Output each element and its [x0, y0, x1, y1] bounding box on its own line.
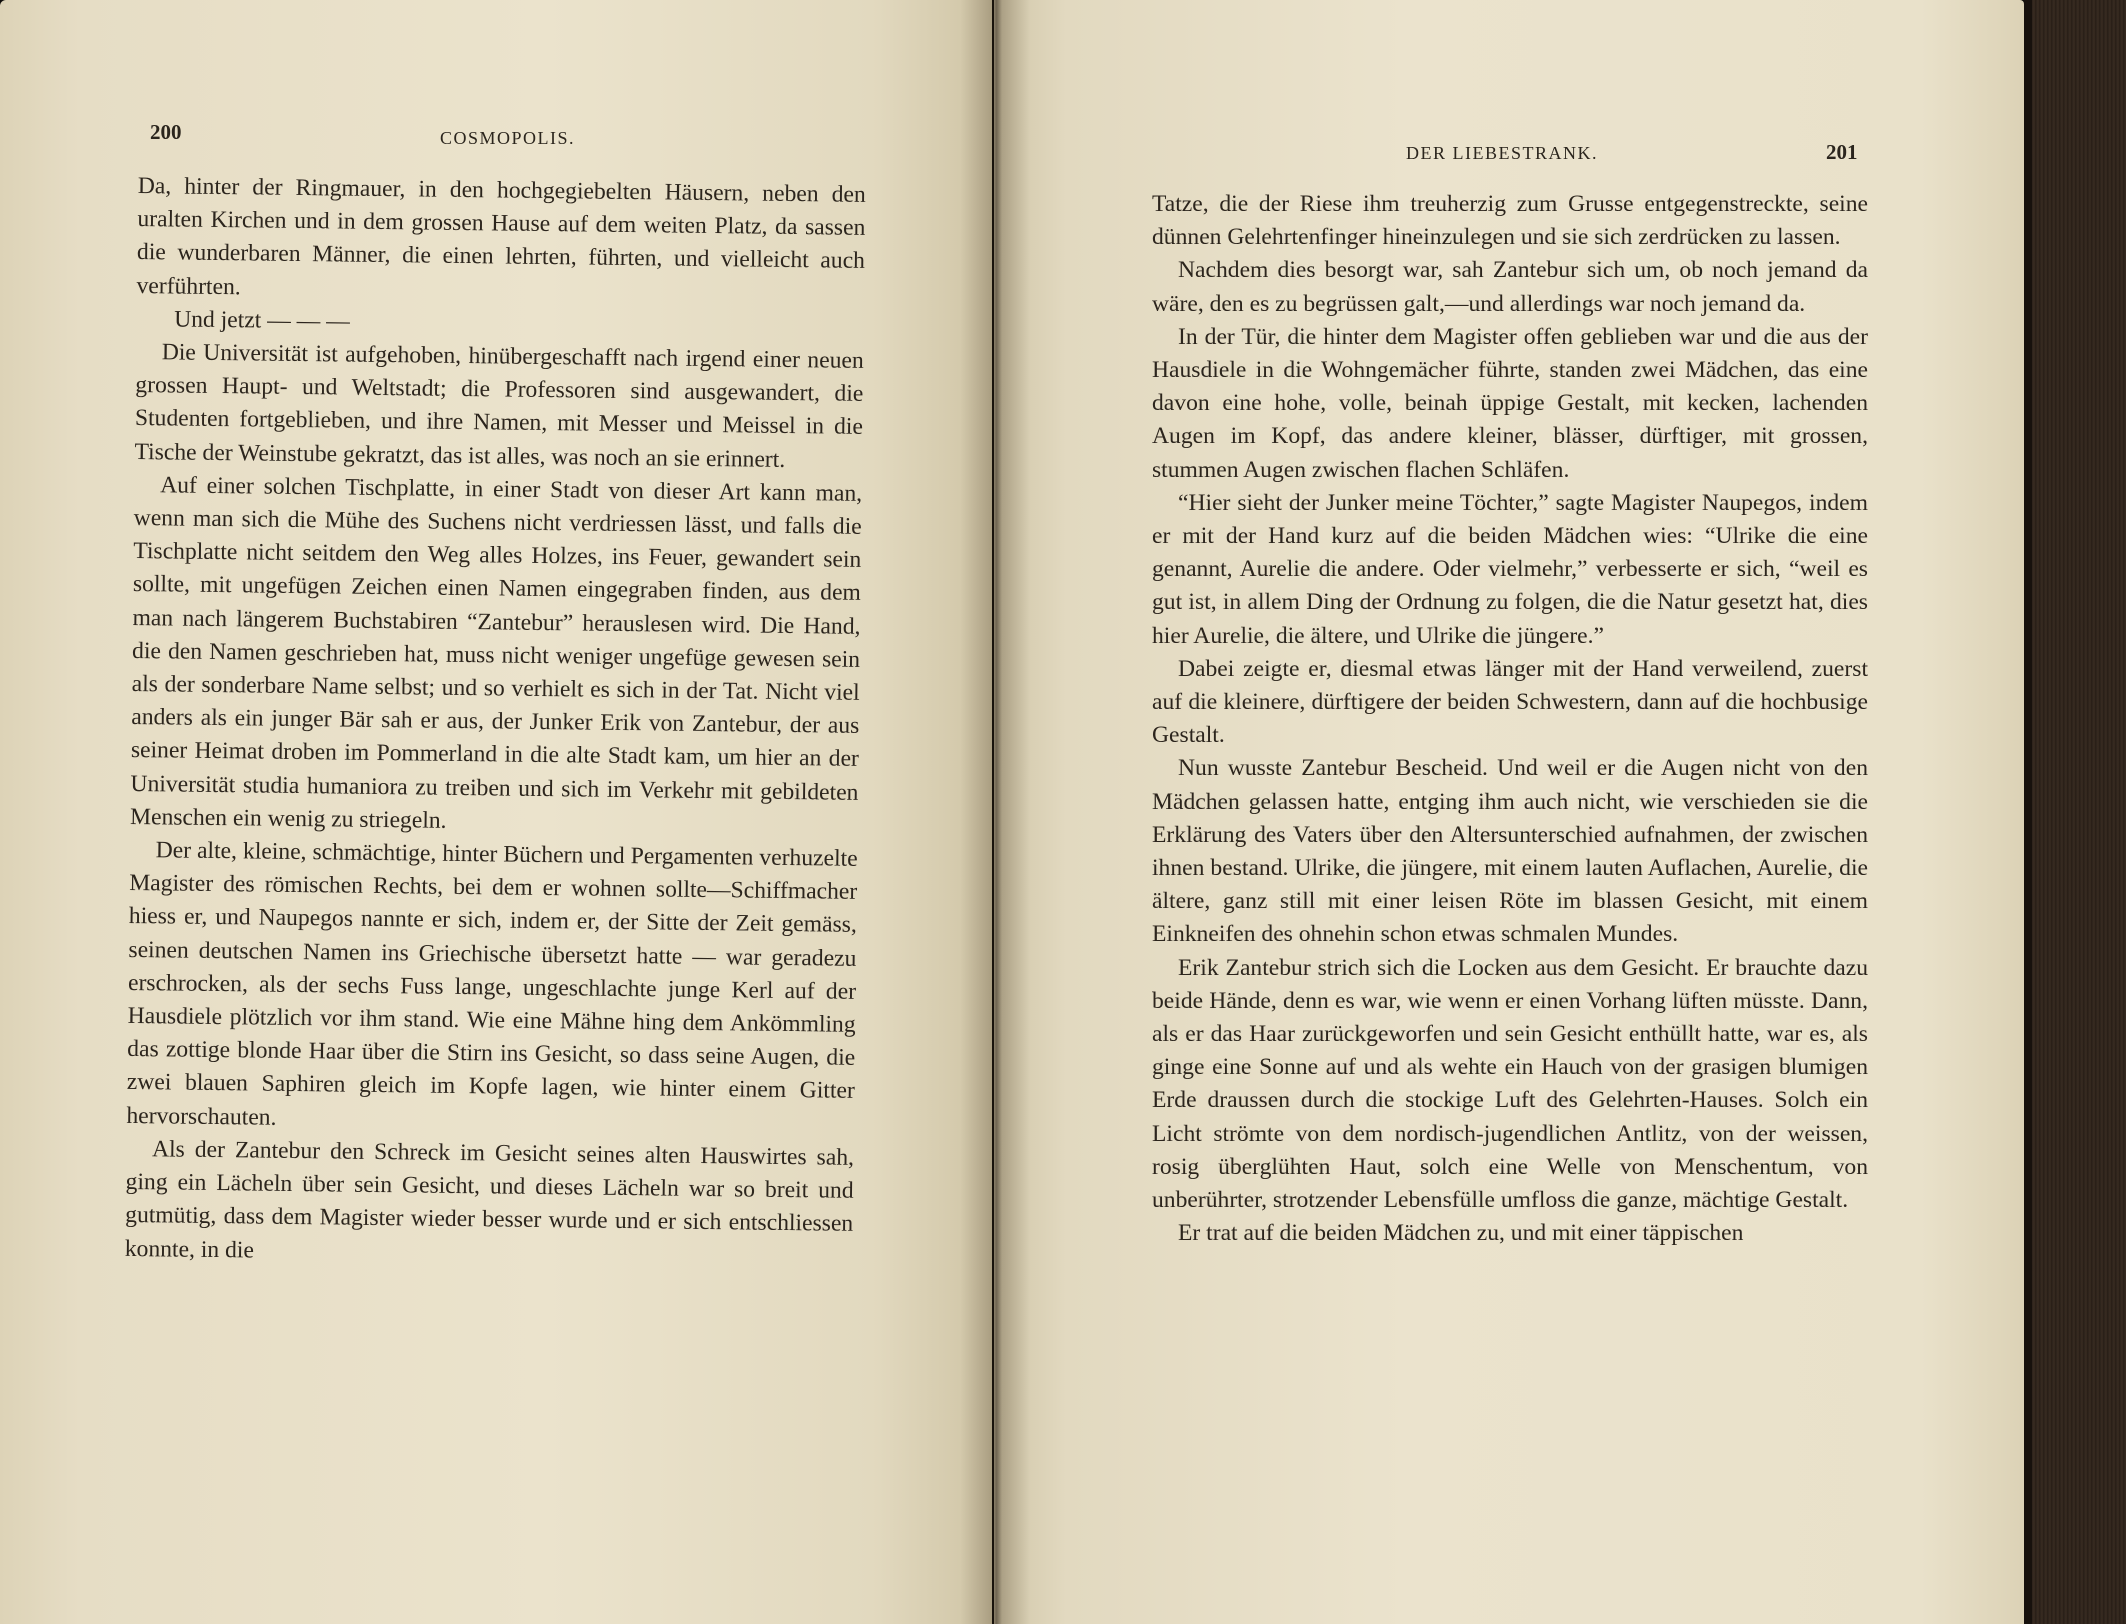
right-page-text	[1152, 188, 1868, 1251]
paragraph: Die Universität ist aufgehoben, hinübergeschafft nach irgend einer neuen grossen Haupt- und Weltstadt; die Professoren sind ausgewandert, die Studenten fortgeblieben, und ihre Namen, mit Messer und Meissel in die Tische der Weinstube gekratzt, das ist alles, was noch an sie erinnert.	[134, 339, 864, 473]
paragraph: Erik Zantebur strich sich die Locken aus dem Gesicht. Er brauchte dazu beide Hände, denn es war, wie wenn er einen Vorhang lüften müsste. Dann, als er das Haar zurückgeworfen und sein Gesicht enthüllt hatte, war es, als ginge eine Sonne auf und als wehte ein Hauch von der grasigen blumigen Erde draussen durch die stockige Luft des Gelehrten-Hauses. Solch ein Licht strömte von dem nordisch-jugendlichen Antlitz, von der weissen, rosig überglühten Haut, solch eine Welle von Menschentum, von unberührter, strotzender Lebensfülle umfloss die ganze, mächtige Gestalt.	[1152, 954, 1868, 1214]
paragraph: Dabei zeigte er, diesmal etwas länger mit der Hand verweilend, zuerst auf die kleinere, dürftigere der beiden Schwestern, dann auf die hochbusige Gestalt.	[1152, 655, 1868, 749]
page-edges	[2024, 0, 2126, 1624]
right-page	[994, 0, 2024, 1624]
running-head-left: COSMOPOLIS.	[440, 128, 576, 148]
paragraph: Tatze, die der Riese ihm treuherzig zum Grusse entgegenstreckte, seine dünnen Gelehrtenfinger hineinzulegen und sie sich zerdrücken zu lassen.	[1152, 191, 1868, 251]
paragraph: Er trat auf die beiden Mädchen zu, und mit einer täppischen	[1178, 1220, 1744, 1247]
page-number-right: 201	[1826, 140, 1858, 164]
paragraph: Als der Zantebur den Schreck im Gesicht seines alten Hauswirtes sah, ging ein Lächeln über sein Gesicht, und dieses Lächeln war so breit und gutmütig, dass dem Magister wieder besser wurde und er sich entschliessen konnte, in die	[124, 1136, 855, 1263]
page-number-left: 200	[150, 120, 182, 144]
left-page	[0, 0, 992, 1624]
paragraph: “Hier sieht der Junker meine Töchter,” sagte Magister Naupegos, indem er mit der Hand kurz auf die beiden Mädchen wies: “Ulrike die eine genannt, Aurelie die andere. Oder vielmehr,” verbesserte er sich, “weil es gut ist, in allem Ding der Ordnung zu folgen, die die Natur gesetzt hat, dies hier Aurelie, die ältere, und Ulrike die jüngere.”	[1152, 489, 1868, 649]
left-page-text	[125, 170, 866, 1275]
paragraph: Nachdem dies besorgt war, sah Zantebur sich um, ob noch jemand da wäre, den es zu begrüssen galt,—und allerdings war noch jemand da.	[1152, 257, 1868, 317]
paragraph: In der Tür, die hinter dem Magister offen geblieben war und die aus der Hausdiele in die Wohngemächer führte, standen zwei Mädchen, das eine davon eine hohe, volle, beinah üppige Gestalt, mit kecken, lachenden Augen im Kopf, das andere kleiner, blässer, dürftiger, mit grossen, stummen Augen zwischen flachen Schläfen.	[1152, 323, 1868, 483]
paragraph: Der alte, kleine, schmächtige, hinter Büchern und Pergamenten verhuzelte Magister des römischen Rechts, bei dem er wohnen sollte—Schiffmacher hiess er, und Naupegos nannte er sich, indem er, der Sitte der Zeit gemäss, seinen deutschen Namen ins Griechische übersetzt hatte — war geradezu erschrocken, als der sechs Fuss lange, ungeschlachte junge Kerl auf der Hausdiele plötzlich vor ihm stand. Wie eine Mähne hing dem Ankömmling das zottige blonde Haar über die Stirn ins Gesicht, so dass seine Augen, die zwei blauen Saphiren gleich im Kopfe lagen, wie hinter einem Gitter hervorschauten.	[126, 837, 858, 1131]
page-edge-rim	[2024, 0, 2032, 1624]
paragraph: Und jetzt — — —	[174, 306, 350, 335]
paragraph: Nun wusste Zantebur Bescheid. Und weil er die Augen nicht von den Mädchen gelassen hatte, entging ihm auch nicht, wie verschieden sie die Erklärung des Vaters über den Altersunterschied aufnahmen, der zwischen ihnen bestand. Ulrike, die jüngere, mit einem lauten Auflachen, Aurelie, die ältere, ganz still mit einer leisen Röte im blassen Gesicht, mit einem Einkneifen des ohnehin schon etwas schmalen Mundes.	[1152, 755, 1868, 948]
paragraph: Da, hinter der Ringmauer, in den hochgegiebelten Häusern, neben den uralten Kirchen und in dem grossen Hause auf dem weiten Platz, da sassen die wunderbaren Männer, die einen lehrten, führten, und vielleicht auch verführten.	[136, 172, 866, 300]
paragraph: Auf einer solchen Tischplatte, in einer Stadt von dieser Art kann man, wenn man sich die Mühe des Suchens nicht verdriessen lässt, und falls die Tischplatte nicht seitdem den Weg alles Holzes, ins Feuer, gewandert sein sollte, mit ungefügen Zeichen einen Namen eingegraben finden, aus dem man nach längerem Buchstabiren “Zantebur” herauslesen wird. Die Hand, die den Namen geschrieben hat, muss nicht weniger ungefüge gewesen sein als der sonderbare Name selbst; und so verhielt es sich in der Tat. Nicht viel anders als ein junger Bär sah er aus, der Junker Erik von Zantebur, der aus seiner Heimat droben im Pommerland in die alte Stadt kam, um hier an der Universität studia humaniora zu treiben und sich im Verkehr mit gebildeten Menschen ein wenig zu striegeln.	[129, 472, 863, 834]
running-head-right: DER LIEBESTRANK.	[1406, 143, 1598, 163]
